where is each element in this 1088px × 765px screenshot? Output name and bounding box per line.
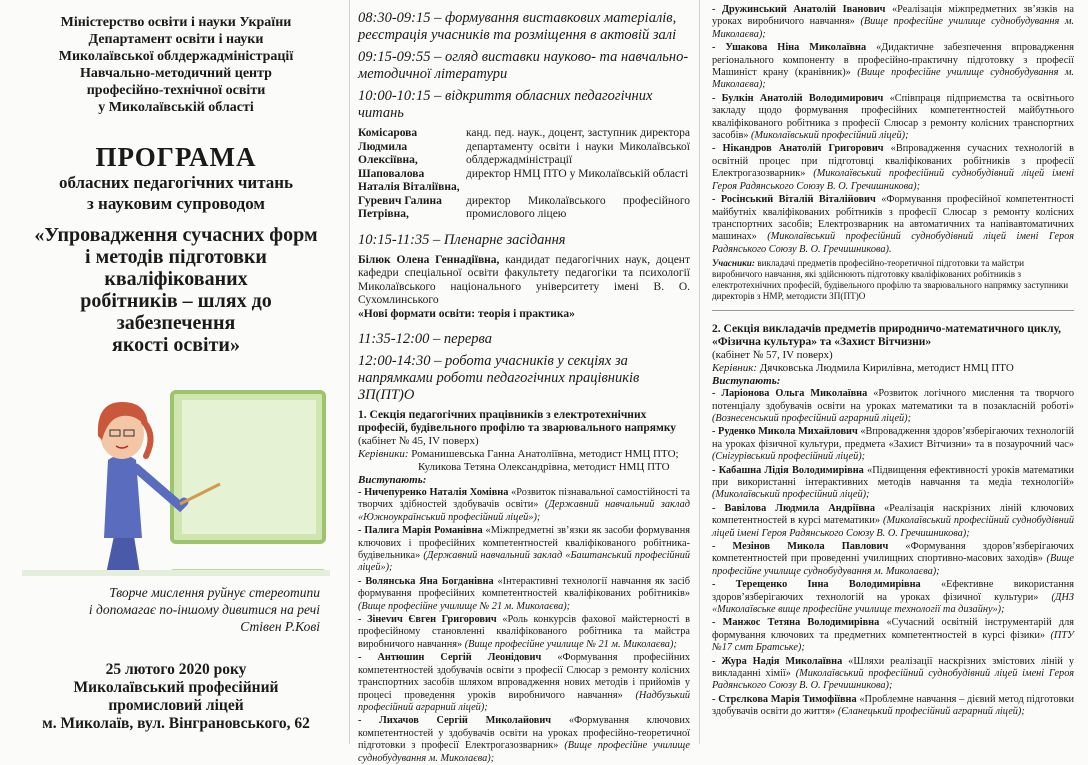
talk-title: «Сучасний освітній інструментарій для формування ключових та предметних компетентностей в курсі фізики» <box>712 617 1074 641</box>
section-1-talks-continued <box>712 4 1074 256</box>
talk-speaker: - Антюшин Сергій Леонідович <box>358 652 542 664</box>
theme-line: «Упровадження сучасних форм <box>34 224 318 246</box>
talk-title: «Шляхи реалізації наскрізних змістових ліній у викладанні хімії» <box>712 655 1074 680</box>
talk-institution: (ПТУ №17 смт Братське); <box>712 629 1074 654</box>
speaker-desc: директор Миколаївського професійного промислового ліцею <box>466 194 690 220</box>
talk-speaker: - Ушакова Ніна Миколаївна <box>712 42 867 54</box>
talk-speaker: - Руденко Микола Михайлович <box>712 426 858 438</box>
talk-entry <box>712 388 1074 425</box>
timeslot-exhibition: 09:15-09:55 – огляд виставки науково- та навчально-методичної літератури <box>358 49 689 82</box>
quote-line: Творче мислення руйнує стереотипи <box>109 585 320 600</box>
talk-speaker: - Лихачов Сергій Миколайович <box>358 715 552 727</box>
speakers-label: Виступають: <box>358 474 427 486</box>
talk-institution: (Миколаївський професійний ліцей); <box>712 489 870 501</box>
talk-institution: (Миколаївський професійний суднобудівний ліцей імені Героя Радянського Союзу В. О. Гречишникова); <box>712 168 1074 192</box>
talk-speaker: - Кабашна Лідія Володимирівна <box>712 464 864 476</box>
section-1-leaders <box>358 448 690 474</box>
sections-panel <box>700 0 1088 744</box>
speaker-name: Гуревич Галина Петрівна, <box>358 194 442 220</box>
talk-title: «Формування ключових компетентностей у здобувачів освіти на уроках професійно-теоретичної підготовки з професії Електрогазозварник» <box>358 715 690 752</box>
theme-line: робітників – шлях до забезпечення <box>80 290 272 334</box>
talk-entry <box>358 652 690 714</box>
section-2-talks <box>712 388 1074 719</box>
talk-title: «Підвищення ефективності уроків математики при використанні інтерактивних методів навчання та медіа технологій» <box>712 464 1075 488</box>
talk-title: «Міжпредметні зв’язки як засоби формування ключових і професійних компетентностей кваліфікованого робітника-будівельника» <box>358 525 690 562</box>
talk-institution: (Вище професійне училище суднобудування м. Миколаєва); <box>358 740 690 764</box>
talk-title: «Впровадження здоров’язберігаючих технологій на уроках фізичної культури, предмета «Захист Вітчизни» та в позаурочний час» <box>712 426 1075 450</box>
section-2-room: (кабінет № 57, IV поверх) <box>712 349 833 362</box>
timeslot-sections: 12:00-14:30 – робота учасників у секціях за напрямками роботи педагогічних працівників ЗП(ПТ)О <box>358 353 640 403</box>
section-2-leader <box>712 362 1074 375</box>
talk-speaker: - Вавілова Людмила Андріївна <box>712 502 876 514</box>
talk-title: «Реалізація міжпредметних зв’язків на уроках виробничого навчання» <box>712 4 1074 28</box>
venue-line: промисловий ліцей <box>108 697 244 714</box>
venue-line: Миколаївський професійний <box>73 679 279 696</box>
talk-entry <box>358 487 690 524</box>
leader-label: Керівник: <box>712 362 758 375</box>
speaker-row <box>358 168 690 195</box>
section-2-heading: 2. Секція викладачів предметів природничо-математичного циклу, «Фізична культура» та «Захист Вітчизни» <box>712 323 1062 349</box>
talk-entry <box>712 426 1074 463</box>
talk-title: «Розвиток логічного мислення та творчого потенціалу здобувачів освіти на уроках математики та в позакласній роботі» <box>712 388 1075 412</box>
talk-entry <box>712 143 1074 193</box>
talk-institution: (Державний навчальний заклад «Баштанський професійний ліцей»); <box>358 550 690 574</box>
talk-entry <box>358 614 690 651</box>
talk-title: «Реалізація наскрізних ліній ключових компетентностей в курсі математики» <box>712 502 1074 527</box>
plenary-speaker <box>358 254 690 322</box>
talk-institution: (Миколаївський професійний суднобудівний ліцей імені Героя Радянського Союзу В. О. Гречишникова); <box>712 668 1074 692</box>
leaders-label: Керівники: <box>358 448 409 460</box>
talk-title: «Впровадження сучасних технологій в освітній процес при підготовці кваліфікованих робітників з професії Електрогазозварник» <box>712 143 1074 180</box>
ministry-line: професійно-технічної освіти <box>86 83 266 98</box>
theme-line: і методів підготовки кваліфікованих <box>85 246 267 290</box>
talk-title: «Формування професійних компетентностей здобувачів освіти з професії Слюсар з ремонту колісних транспортних засобів шляхом впровадження нових методів і прийомів у процесі проведення уроків виробничого навчання» <box>358 652 690 701</box>
talk-speaker: - Дружинський Анатолій Іванович <box>712 4 886 15</box>
talk-title: «Ефективне використання здоров’язберігаючих технологій на уроках фізичної культури» <box>712 579 1074 603</box>
talk-speaker: - Палига Марія Романівна <box>358 525 483 537</box>
talk-speaker: - Волянська Яна Богданівна <box>358 575 494 587</box>
program-subtitle <box>22 172 330 214</box>
talk-institution: (Єланецький професійний аграрний ліцей); <box>835 706 1025 718</box>
talk-title: «Інтерактивні технології навчання як засіб формування професійних компетентностей кваліфікованих робітників» <box>358 575 690 600</box>
speakers-label: Виступають: <box>712 375 781 388</box>
participants-label: Учасники: <box>712 258 755 269</box>
talk-speaker: - Манжос Тетяна Володимирівна <box>712 617 880 629</box>
talk-entry <box>712 617 1074 654</box>
leader-2: Куликова Тетяна Олександрівна, методист НМЦ ПТО <box>418 461 670 473</box>
talk-speaker: - Мезінов Микола Павлович <box>712 541 889 552</box>
program-theme <box>22 224 330 356</box>
ministry-header <box>22 14 330 116</box>
talk-institution: (Снігурівський професійний ліцей); <box>712 451 866 463</box>
talk-institution: (Вище професійне училище № 21 м. Миколаєва); <box>462 638 677 650</box>
talk-entry <box>712 42 1074 92</box>
event-info <box>22 661 330 733</box>
talk-speaker: - Терещенко Інна Володимирівна <box>712 579 921 591</box>
program-title: ПРОГРАМА <box>95 142 257 172</box>
plenary-speaker-desc: кандидат педагогічних наук, доцент кафедри спеціальної освіти факультету педагогіки та психології Миколаївського національного університету імені В. О. Сухомлинського <box>358 253 690 306</box>
quote <box>22 584 330 618</box>
talk-institution: (Вознесенський професійний аграрний ліцей); <box>712 412 912 424</box>
subtitle-line: обласних педагогічних читань <box>58 173 294 192</box>
talk-entry <box>358 576 690 613</box>
ministry-line: Департамент освіти і науки <box>88 32 264 47</box>
subtitle-line: з науковим супроводом <box>86 194 266 213</box>
talk-speaker: - Ничепуренко Наталія Хомівна <box>358 487 509 498</box>
talk-entry <box>712 503 1074 540</box>
ministry-line: у Миколаївській області <box>98 100 254 115</box>
section-1-heading: 1. Секція педагогічних працівників з електротехнічних професій, будівельного профілю та зварювального напрямку <box>358 409 677 434</box>
talk-speaker: - Стрєлкова Марія Тимофіївна <box>712 693 857 705</box>
quote-line: і допомагає по-іншому дивитися на речі <box>88 602 320 617</box>
ministry-line: Навчально-методичний центр <box>80 66 272 81</box>
teacher-with-board-image <box>22 364 330 584</box>
talk-speaker: - Зінevич Євген Григорович <box>358 614 497 626</box>
speaker-desc: директор НМЦ ПТО у Миколаївській області <box>466 167 689 180</box>
talk-entry <box>712 465 1074 502</box>
talk-speaker: - Жура Надія Миколаївна <box>712 655 843 667</box>
talk-entry <box>712 541 1074 578</box>
talk-institution: (Вище професійне училище суднобудування м. Миколаєва); <box>712 16 1074 40</box>
talk-entry <box>712 694 1074 719</box>
speaker-row <box>358 127 690 168</box>
speaker-name: Комісарова Людмила Олексіївна, <box>358 127 418 166</box>
talk-entry <box>358 525 690 575</box>
talk-entry <box>712 656 1074 693</box>
cover-panel <box>0 0 350 744</box>
leader-name: Дячковська Людмила Кирилівна, методист НМЦ ПТО <box>757 362 1014 375</box>
timeslot-registration: 08:30-09:15 – формування виставкових матеріалів, реєстрація учасників та розміщення в актовій залі <box>358 10 677 43</box>
speaker-name: Шаповалова Наталія Віталіївна, <box>358 167 460 193</box>
talk-institution: (Надбузький професійний аграрний ліцей); <box>358 689 691 713</box>
leader-1: Романишевська Ганна Анатоліївна, методист НМЦ ПТО; <box>408 448 679 460</box>
speaker-row <box>358 195 690 222</box>
talk-institution: (Миколаївський професійний ліцей); <box>748 130 909 142</box>
talk-institution: (Миколаївський професійний суднобудівний ліцей імені Героя Радянського Союзу В. О. Гречишникова); <box>712 515 1074 539</box>
talk-title: «Дидактичне забезпечення впровадження регіонального компоненту в професійно-практичну підготовку з професії Машиніст крану (кранівник)» <box>712 42 1074 79</box>
talk-title: «Розвиток пізнавальної самостійності та творчих здібностей здобувачів освіти» <box>358 487 690 511</box>
talk-institution: (Вище професійне училище суднобудування м. Миколаєва); <box>712 67 1074 91</box>
timeslot-plenary: 10:15-11:35 – Пленарне засідання <box>358 231 566 248</box>
talk-institution: (Вище професійне училище № 21 м. Миколаєва); <box>358 600 571 612</box>
talk-title: «Формування здоров’язберігаючих компетентностей при проведенні училищних спортивно-масових заходів» <box>712 541 1074 565</box>
schedule-panel <box>350 0 700 764</box>
speaker-desc: канд. пед. наук., доцент, заступник директора департаменту освіти і науки Миколаївської облдержадміністрації <box>466 127 690 166</box>
section-1-talks <box>358 487 690 765</box>
talk-entry <box>712 194 1074 256</box>
talk-speaker: - Ларіонова Ольга Миколаївна <box>712 388 868 400</box>
quote-author: Стівен Р.Кові <box>240 619 320 634</box>
talk-entry <box>712 93 1074 143</box>
plenary-speaker-name: Білюк Олена Геннадіївна, <box>358 253 500 266</box>
ministry-line: Міністерство освіти і науки України <box>60 15 292 30</box>
talk-title: «Формування професійної компетентності майбутніх кваліфікованих робітників з професії Слюсар з ремонту колісних транспортних засобів; Електрозварник на автоматичних та напівавтоматичних машинах» <box>712 194 1074 243</box>
talk-entry <box>712 4 1074 41</box>
talk-speaker: - Росінський Віталій Віталійович <box>712 194 876 206</box>
plenary-topic: «Нові формати освіти: теорія і практика» <box>358 307 575 320</box>
timeslot-opening: 10:00-10:15 – відкриття обласних педагогічних читань <box>358 88 653 121</box>
talk-institution: (ДНЗ «Миколаївське вище професійне училище технології та дизайну»); <box>712 591 1074 616</box>
timeslot-break: 11:35-12:00 – перерва <box>358 331 492 347</box>
talk-speaker: - Нікандров Анатолій Григорович <box>712 143 884 155</box>
talk-speaker: - Булкін Анатолій Володимирович <box>712 92 884 104</box>
talk-title: «Співпраця підприємства та освітнього закладу щодо формування професійних компетентностей майбутнього кваліфікованого робітника з професії Слюсар з ремонту колісних транспортних засобів» <box>712 92 1075 142</box>
talk-entry <box>358 715 690 765</box>
section-1-participants <box>712 258 1074 302</box>
talk-institution: (Вище професійне училище суднобудування м. Миколаєва); <box>712 553 1074 577</box>
talk-entry <box>712 579 1074 616</box>
venue-address: м. Миколаїв, вул. Вінграновського, 62 <box>42 715 310 732</box>
event-date: 25 лютого 2020 року <box>105 661 247 678</box>
section-1-room: (кабінет № 45, IV поверх) <box>358 435 479 447</box>
talk-institution: (Державний навчальний заклад «Южноукраїнський професійний ліцей»); <box>358 499 690 523</box>
section-divider <box>712 310 1074 311</box>
theme-line: якості освіти» <box>112 334 240 356</box>
talk-institution: (Миколаївський професійний суднобудівний ліцей імені Героя Радянського Союзу В. О. Гречишникова). <box>712 231 1074 255</box>
talk-title: «Роль конкурсів фахової майстерності в професійному становленні кваліфікованого робітника та майстра виробничого навчання» <box>358 614 690 650</box>
ministry-line: Миколаївської облдержадміністрації <box>58 49 294 64</box>
participants-text: викладачі предметів професійно-теоретичної підготовки та майстри виробничого навчання, які здійснюють підготовку кваліфікованих робітників з електротехнічних професій, будівельного профілю та зварювального напрямку заступники директорів з НМР, методисти ЗП(ПТ)О <box>712 258 1069 302</box>
teacher-illustration <box>22 364 330 584</box>
talk-title: «Проблемне навчання – дієвий метод підготовки здобувачів освіти до життя» <box>712 693 1074 718</box>
